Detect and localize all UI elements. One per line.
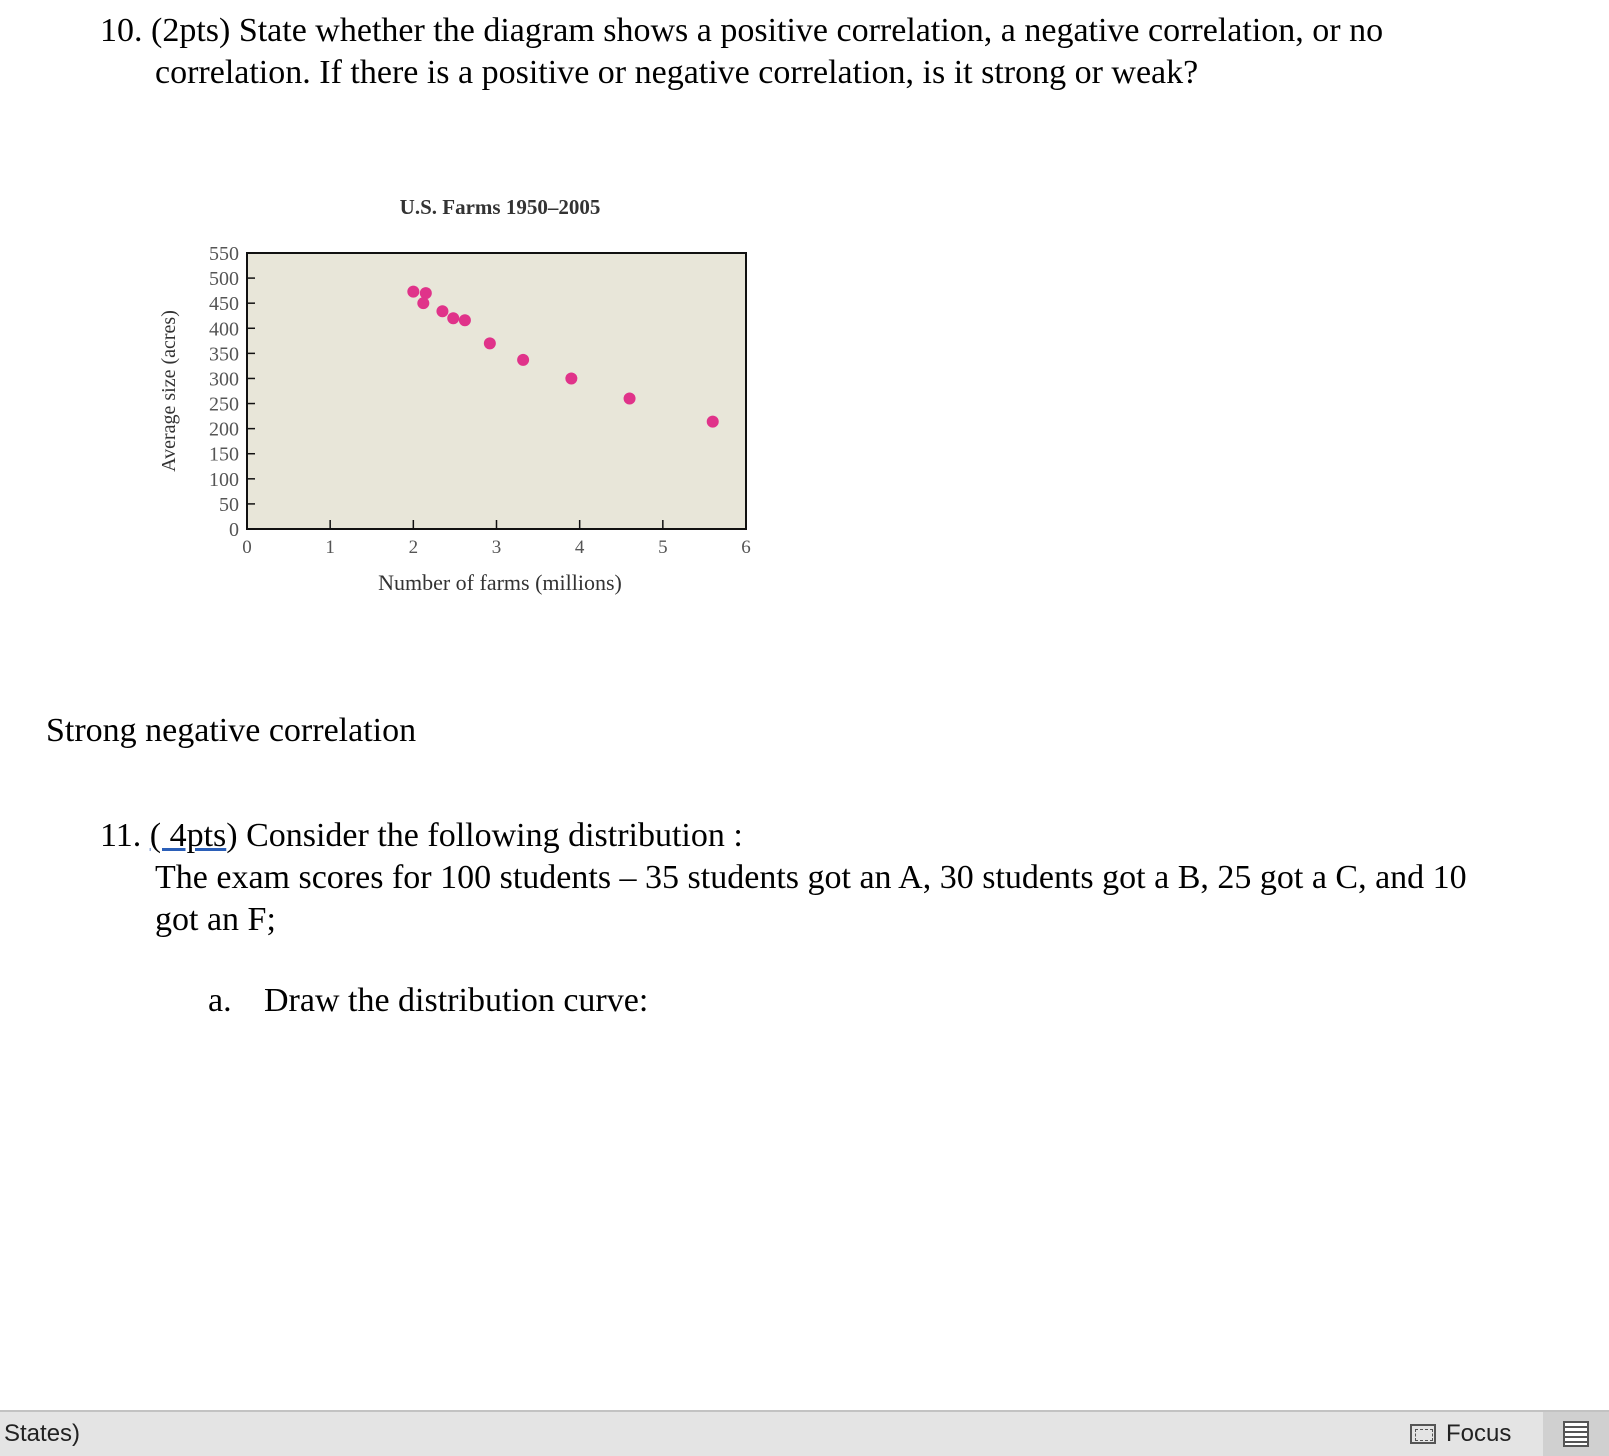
data-point (417, 297, 429, 309)
part-a-text: Draw the distribution curve: (264, 982, 649, 1019)
x-tick-label: 5 (658, 537, 668, 558)
y-tick-label: 0 (229, 519, 239, 541)
print-layout-icon (1563, 1421, 1589, 1447)
question-10-line-2: correlation. If there is a positive or negative correlation, is it strong or weak? (155, 54, 1199, 91)
data-point (707, 416, 719, 428)
x-tick-label: 2 (408, 537, 419, 558)
status-language[interactable]: States) (4, 1420, 81, 1447)
question-11-intro: ) Consider the following distribution : (226, 817, 743, 854)
chart-title: U.S. Farms 1950–2005 (399, 195, 601, 219)
y-tick-label: 50 (219, 493, 239, 516)
y-tick-label: 250 (209, 393, 239, 416)
points-annotation[interactable]: ( 4pts (149, 817, 227, 854)
y-tick-label: 300 (209, 368, 239, 391)
x-tick-label: 1 (325, 537, 335, 558)
data-point (565, 372, 577, 384)
data-point (436, 305, 448, 317)
focus-button[interactable] (1410, 1418, 1511, 1450)
question-10-line-1: 10. (2pts) State whether the diagram shows a positive correlation, a negative correlation, or no (100, 12, 1384, 49)
y-tick-label: 550 (209, 243, 239, 265)
answer-10: Strong negative correlation (46, 712, 417, 749)
question-11-line-1 (100, 815, 743, 857)
x-tick-label: 4 (574, 537, 585, 558)
question-11-line-2: The exam scores for 100 students – 35 students got an A, 30 students got a B, 25 got a C, and 10 (155, 859, 1467, 896)
data-point (447, 312, 459, 324)
focus-icon (1410, 1424, 1436, 1444)
x-tick-label: 3 (491, 537, 502, 558)
data-point (407, 286, 419, 298)
data-point (484, 337, 496, 349)
x-tick-label: 0 (242, 537, 252, 558)
y-axis-label: Average size (acres) (158, 310, 180, 472)
print-layout-view-button[interactable] (1543, 1412, 1609, 1456)
part-a-label: a. (208, 982, 232, 1019)
status-bar (0, 1410, 1609, 1456)
y-tick-label: 200 (209, 418, 239, 441)
y-tick-label: 100 (209, 468, 239, 491)
y-tick-label: 350 (209, 343, 239, 366)
farms-scatter-chart (140, 185, 780, 625)
x-tick-label: 6 (741, 537, 751, 558)
y-tick-label: 500 (209, 268, 239, 291)
focus-label: Focus (1446, 1420, 1512, 1447)
data-point (420, 287, 432, 299)
data-point (517, 354, 529, 366)
data-point (624, 393, 636, 405)
plot-area (247, 253, 746, 529)
y-tick-label: 400 (209, 318, 239, 341)
y-tick-label: 150 (209, 443, 239, 466)
question-11-line-3: got an F; (155, 901, 276, 938)
x-axis-label: Number of farms (millions) (378, 570, 622, 595)
data-point (459, 314, 471, 326)
y-tick-label: 450 (209, 293, 239, 316)
question-11-number: 11. (100, 817, 150, 854)
